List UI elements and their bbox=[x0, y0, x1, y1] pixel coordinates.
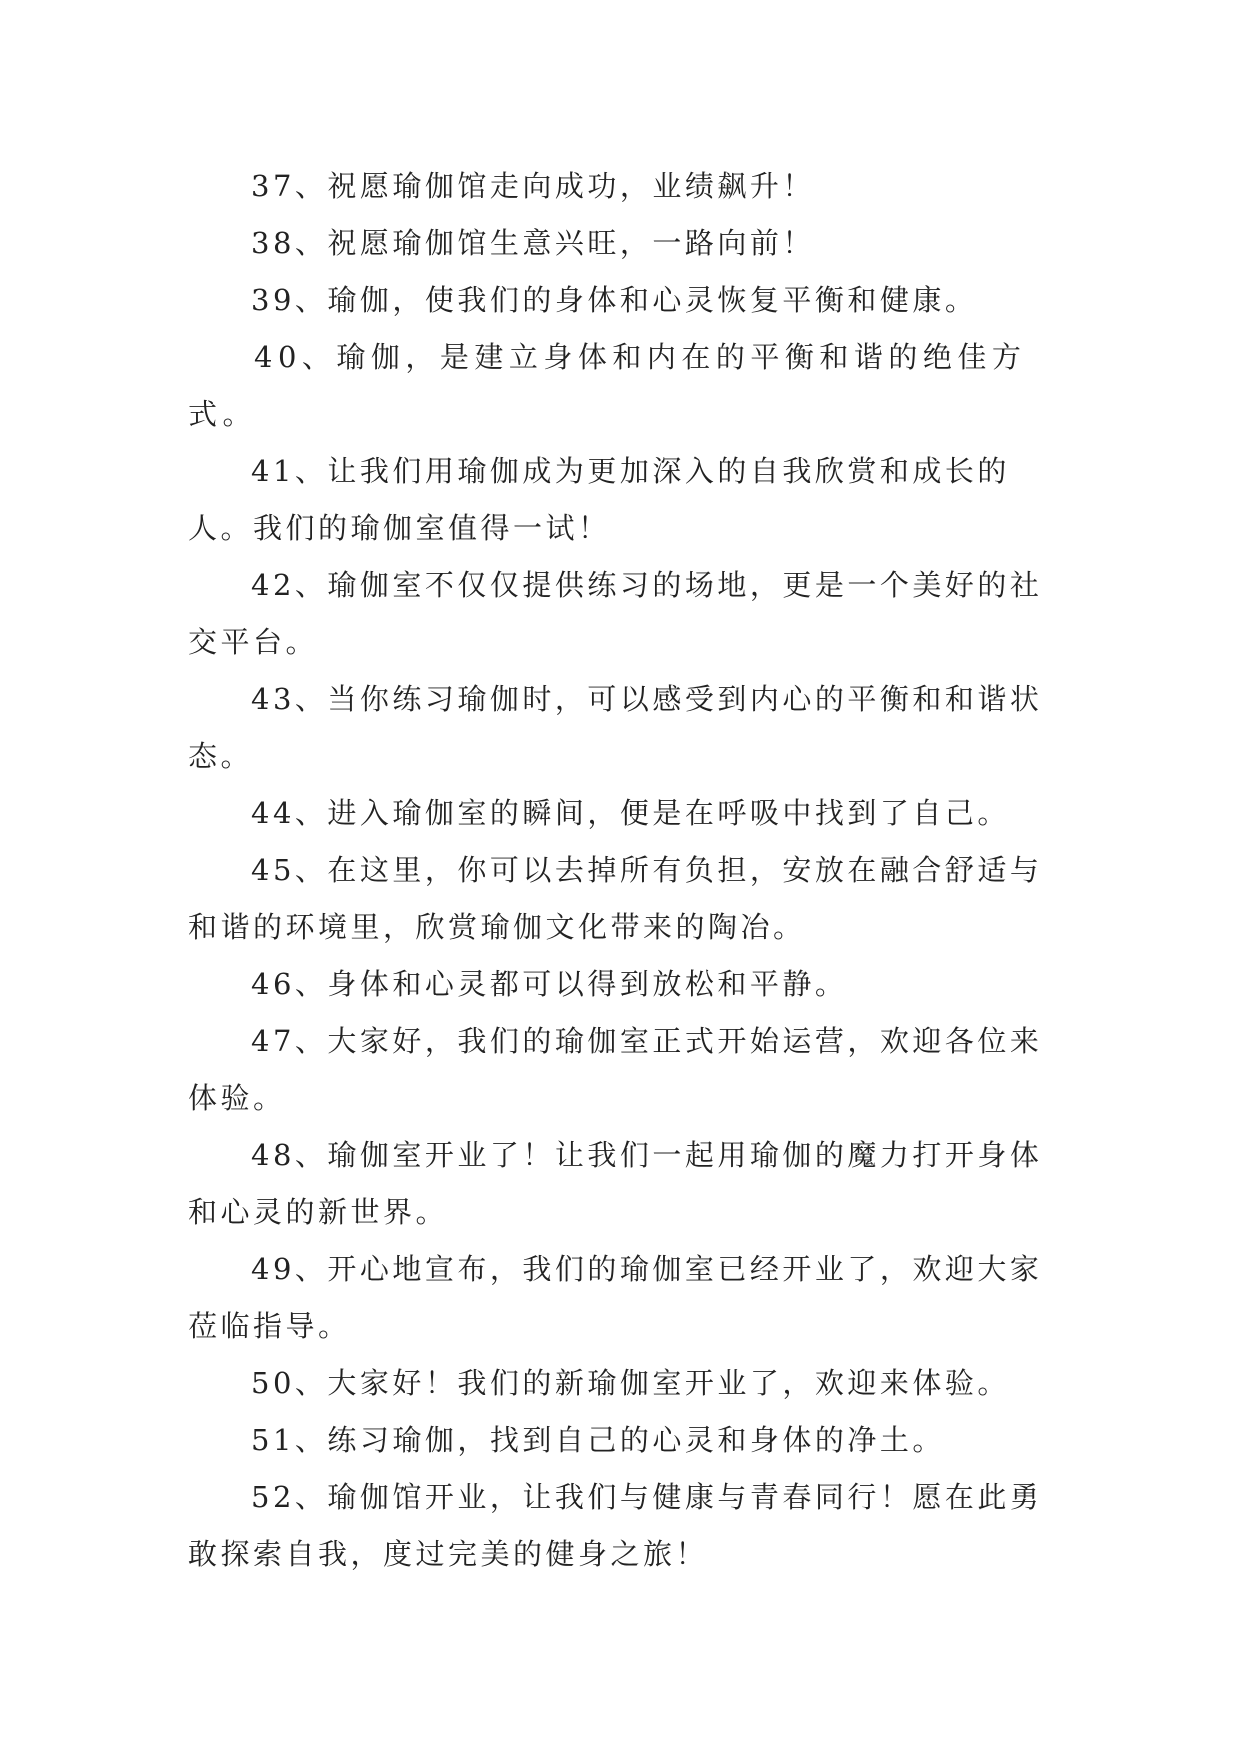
list-item: 42、瑜伽室不仅仅提供练习的场地，更是一个美好的社交平台。 bbox=[188, 568, 1043, 659]
list-item: 49、开心地宣布，我们的瑜伽室已经开业了，欢迎大家莅临指导。 bbox=[188, 1252, 1043, 1343]
item-text: 练习瑜伽，找到自己的心灵和身体的净土。 bbox=[327, 1423, 945, 1457]
item-text: 让我们用瑜伽成为更加深入的自我欣赏和成长的人。我们的瑜伽室值得一试！ bbox=[188, 454, 1010, 545]
list-item: 38、祝愿瑜伽馆生意兴旺，一路向前！ bbox=[251, 226, 815, 260]
item-number: 39 bbox=[251, 283, 295, 317]
list-item: 37、祝愿瑜伽馆走向成功，业绩飙升！ bbox=[251, 169, 815, 203]
item-number: 43 bbox=[251, 682, 295, 716]
item-number: 41 bbox=[251, 454, 295, 488]
list-item: 41、让我们用瑜伽成为更加深入的自我欣赏和成长的人。我们的瑜伽室值得一试！ bbox=[188, 454, 1010, 545]
item-text: 大家好，我们的瑜伽室正式开始运营，欢迎各位来体验。 bbox=[188, 1024, 1043, 1115]
item-text: 大家好！我们的新瑜伽室开业了，欢迎来体验。 bbox=[327, 1366, 1010, 1400]
item-text: 瑜伽馆开业，让我们与健康与青春同行！愿在此勇敢探索自我，度过完美的健身之旅！ bbox=[188, 1480, 1043, 1571]
list-item: 46、身体和心灵都可以得到放松和平静。 bbox=[251, 967, 848, 1001]
item-text: 瑜伽，使我们的身体和心灵恢复平衡和健康。 bbox=[327, 283, 978, 317]
item-number: 49 bbox=[251, 1252, 295, 1286]
item-text: 瑜伽室不仅仅提供练习的场地，更是一个美好的社交平台。 bbox=[188, 568, 1043, 659]
list-item: 48、瑜伽室开业了！让我们一起用瑜伽的魔力打开身体和心灵的新世界。 bbox=[188, 1138, 1043, 1229]
item-number: 47 bbox=[251, 1024, 295, 1058]
list-item: 50、大家好！我们的新瑜伽室开业了，欢迎来体验。 bbox=[251, 1366, 1010, 1400]
list-item: 47、大家好，我们的瑜伽室正式开始运营，欢迎各位来体验。 bbox=[188, 1024, 1043, 1115]
item-number: 44 bbox=[251, 796, 295, 830]
item-number: 37 bbox=[251, 169, 295, 203]
list-item: 44、进入瑜伽室的瞬间，便是在呼吸中找到了自己。 bbox=[251, 796, 1010, 830]
item-text: 开心地宣布，我们的瑜伽室已经开业了，欢迎大家莅临指导。 bbox=[188, 1252, 1043, 1343]
list-item: 43、当你练习瑜伽时，可以感受到内心的平衡和和谐状态。 bbox=[188, 682, 1043, 773]
item-text: 在这里，你可以去掉所有负担，安放在融合舒适与和谐的环境里，欣赏瑜伽文化带来的陶冶。 bbox=[188, 853, 1043, 944]
list-item: 51、练习瑜伽，找到自己的心灵和身体的净土。 bbox=[251, 1423, 945, 1457]
item-number: 48 bbox=[251, 1138, 295, 1172]
item-text: 瑜伽，是建立身体和内在的平衡和谐的绝佳方式。 bbox=[188, 340, 1027, 431]
item-text: 进入瑜伽室的瞬间，便是在呼吸中找到了自己。 bbox=[327, 796, 1010, 830]
item-text: 祝愿瑜伽馆生意兴旺，一路向前！ bbox=[327, 226, 815, 260]
item-number: 45 bbox=[251, 853, 295, 887]
list-item: 52、瑜伽馆开业，让我们与健康与青春同行！愿在此勇敢探索自我，度过完美的健身之旅！ bbox=[188, 1480, 1043, 1571]
item-number: 46 bbox=[251, 967, 295, 1001]
item-text: 身体和心灵都可以得到放松和平静。 bbox=[327, 967, 848, 1001]
item-number: 51 bbox=[251, 1423, 295, 1457]
item-number: 42 bbox=[251, 568, 295, 602]
item-text: 当你练习瑜伽时，可以感受到内心的平衡和和谐状态。 bbox=[188, 682, 1043, 773]
list-item: 40、瑜伽，是建立身体和内在的平衡和谐的绝佳方式。 bbox=[188, 340, 1027, 431]
item-number: 52 bbox=[251, 1480, 295, 1514]
item-text: 瑜伽室开业了！让我们一起用瑜伽的魔力打开身体和心灵的新世界。 bbox=[188, 1138, 1043, 1229]
item-number: 40 bbox=[254, 340, 302, 374]
list-item: 39、瑜伽，使我们的身体和心灵恢复平衡和健康。 bbox=[251, 283, 978, 317]
item-number: 50 bbox=[251, 1366, 295, 1400]
document-body bbox=[188, 158, 1058, 1583]
list-item: 45、在这里，你可以去掉所有负担，安放在融合舒适与和谐的环境里，欣赏瑜伽文化带来的陶冶。 bbox=[188, 853, 1043, 944]
item-text: 祝愿瑜伽馆走向成功，业绩飙升！ bbox=[327, 169, 815, 203]
item-number: 38 bbox=[251, 226, 295, 260]
